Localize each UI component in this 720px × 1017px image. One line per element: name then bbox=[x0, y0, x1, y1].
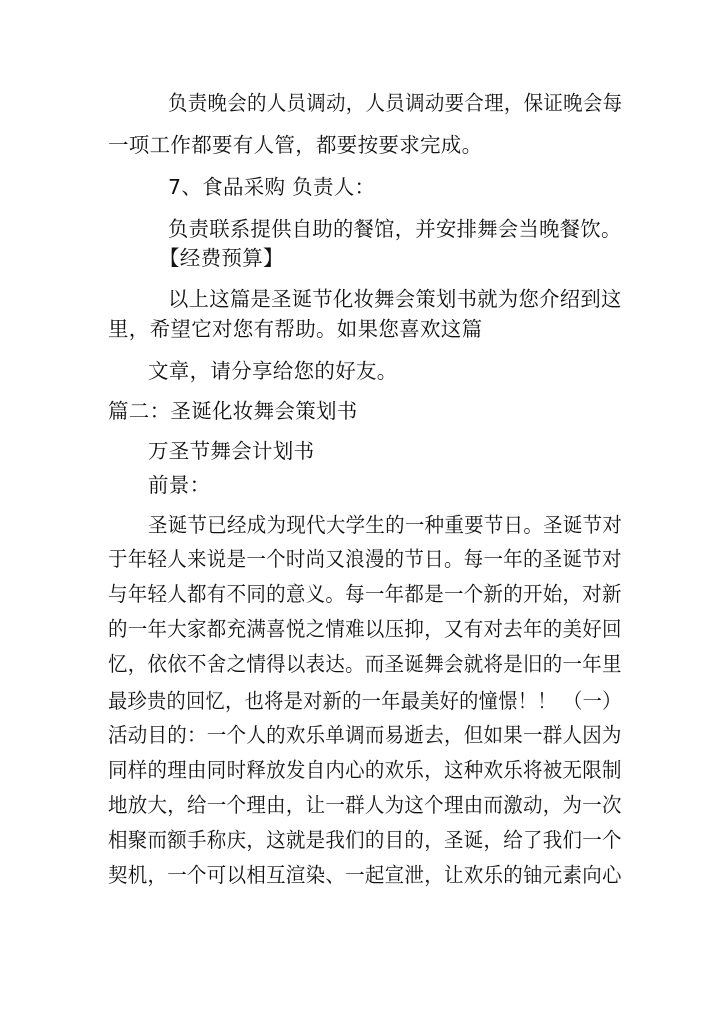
text-line: 活动目的：一个人的欢乐单调而易逝去，但如果一群人因为 bbox=[108, 723, 622, 747]
text-line: 一项工作都要有人管，都要按要求完成。 bbox=[108, 133, 483, 157]
text-line: 圣诞节已经成为现代大学生的一种重要节日。圣诞节对 bbox=[148, 513, 623, 537]
text-line: 忆，依依不舍之情得以表达。而圣诞舞会就将是旧的一年里 bbox=[108, 652, 622, 676]
text-line: 里，希望它对您有帮助。如果您喜欢这篇 bbox=[108, 317, 483, 341]
text-line: 同样的理由同时释放发自内心的欢乐，这种欢乐将被无限制 bbox=[108, 758, 622, 782]
text-line: 7、食品采购 负责人： bbox=[168, 175, 376, 199]
text-line: 与年轻人都有不同的意义。每一年都是一个新的开始，对新 bbox=[108, 582, 622, 606]
text-line: 契机，一个可以相互渲染、一起宣泄，让欢乐的铀元素向心 bbox=[108, 863, 622, 887]
text-line: 地放大，给一个理由，让一群人为这个理由而激动，为一次 bbox=[108, 793, 622, 817]
text-line: 【经费预算】 bbox=[159, 246, 284, 270]
text-line: 万圣节舞会计划书 bbox=[148, 439, 315, 463]
text-line: 于年轻人来说是一个时尚又浪漫的节日。每一年的圣诞节对 bbox=[108, 547, 622, 571]
text-line: 篇二：圣诞化妆舞会策划书 bbox=[108, 399, 358, 423]
text-line: 相聚而额手称庆，这就是我们的目的，圣诞，给了我们一个 bbox=[108, 828, 622, 852]
text-line: 最珍贵的回忆，也将是对新的一年最美好的憧憬！！ （一） bbox=[108, 689, 622, 713]
text-line: 负责晚会的人员调动，人员调动要合理，保证晚会每 bbox=[168, 91, 623, 115]
text-line: 负责联系提供自助的餐馆，并安排舞会当晚餐饮。 bbox=[168, 217, 622, 241]
text-line: 的一年大家都充满喜悦之情难以压抑，又有对去年的美好回 bbox=[108, 617, 622, 641]
text-line: 文章，请分享给您的好友。 bbox=[148, 359, 398, 383]
text-line: 前景： bbox=[148, 473, 211, 497]
text-line: 以上这篇是圣诞节化妆舞会策划书就为您介绍到这 bbox=[168, 287, 622, 311]
